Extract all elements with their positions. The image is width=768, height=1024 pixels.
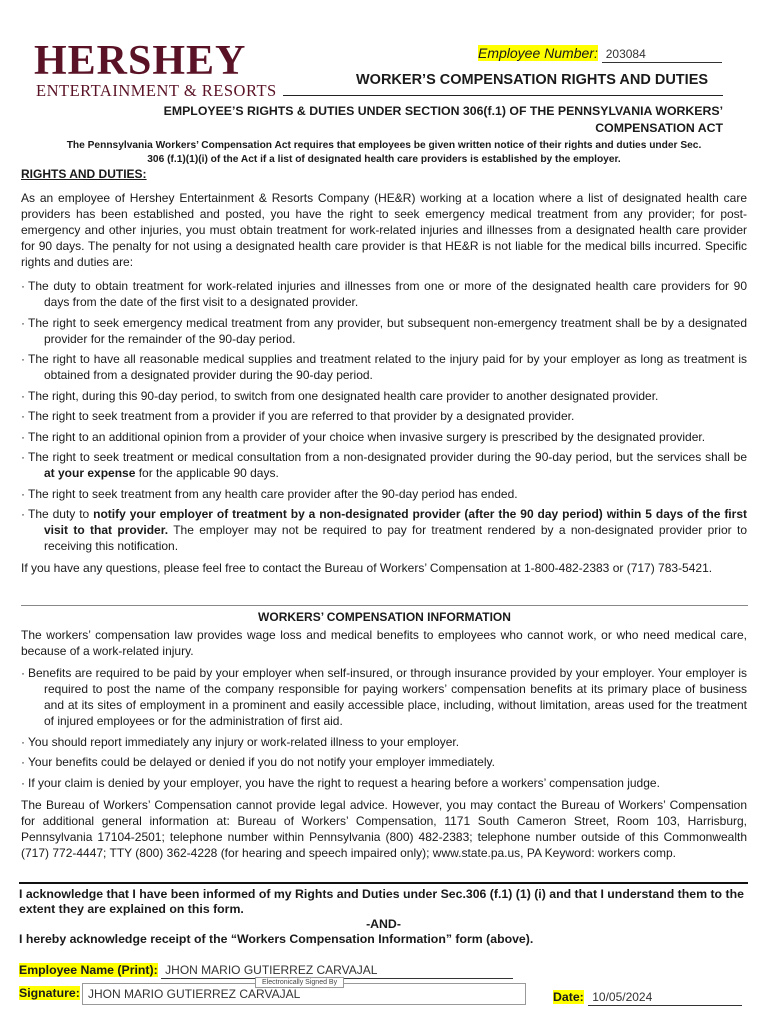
wci-heading: WORKERS’ COMPENSATION INFORMATION <box>258 610 511 624</box>
rights-item <box>21 449 747 481</box>
rights-item: · The right, during this 90-day period, to switch from one designated health care provider to another designated provider. <box>21 388 747 404</box>
employee-name-label: Employee Name (Print): <box>19 963 158 977</box>
electronic-signature-tag: Electronically Signed By <box>255 977 344 988</box>
employee-number-row <box>478 44 722 63</box>
wci-item: · You should report immediately any injury or work-related illness to your employer. <box>21 734 747 750</box>
rights-item-text: The right to seek treatment or medical consultation from a non-designated provider during the 90-day period, but the services shall be <box>28 450 747 464</box>
rights-heading: RIGHTS AND DUTIES: <box>21 167 147 181</box>
date-field[interactable]: 10/05/2024 <box>588 990 742 1006</box>
acknowledgement-line-2: I hereby acknowledge receipt of the “Workers Compensation Information” form (above). <box>19 932 534 946</box>
date-row <box>553 988 742 1006</box>
wci-intro: The workers’ compensation law provides wage loss and medical benefits to employees who cannot work, or who need medical care, because of a work-related injury. <box>21 628 747 658</box>
section-subtitle <box>140 103 723 137</box>
logo-wordmark: HERSHEY <box>34 38 247 84</box>
rights-item-emphasis: at your expense <box>44 466 136 480</box>
rights-item: · The right to an additional opinion from a provider of your choice when invasive surgery is prescribed by the designated provider. <box>21 429 747 445</box>
page-title: WORKER’S COMPENSATION RIGHTS AND DUTIES <box>356 72 709 88</box>
wci-list <box>21 665 747 791</box>
employee-name-field[interactable]: JHON MARIO GUTIERREZ CARVAJAL <box>161 963 513 979</box>
title-divider <box>283 95 723 96</box>
rights-item: · The right to seek treatment from any health care provider after the 90-day period has ended. <box>21 486 747 502</box>
subtitle-line-1: EMPLOYEE’S RIGHTS & DUTIES UNDER SECTION 306(f.1) OF THE PENNSYLVANIA WORKERS’ <box>163 104 723 118</box>
wci-item: · If your claim is denied by your employer, you have the right to request a hearing before a workers’ compensation judge. <box>21 775 747 791</box>
bureau-info: The Bureau of Workers’ Compensation cannot provide legal advice. However, you may contact the Bureau of Workers’ Compensation for additional general information at: Bureau of Workers’ Compensation, 1171 South Cameron Street, Room 103, Harrisburg, Pennsylvania 17104-2501; telephone number within Pennsylvania (800) 482-2383; telephone number outside of this Commonwealth (717) 772-4447; TTY (800) 362-4228 (for hearing and speech impaired only); www.state.pa.us, PA Keyword: workers comp. <box>21 797 747 860</box>
subtitle-line-2: COMPENSATION ACT <box>595 121 723 135</box>
act-notice <box>24 139 744 167</box>
signature-row <box>19 984 80 1002</box>
questions-contact: If you have any questions, please feel free to contact the Bureau of Workers’ Compensation at 1-800-482-2383 or (717) 783-5421. <box>21 561 713 575</box>
acknowledgement-line-1: I acknowledge that I have been informed of my Rights and Duties under Sec.306 (f.1) (1) (i) and that I understand them to the extent they are explained on this form. <box>19 887 744 916</box>
rights-item: · The duty to obtain treatment for work-related injuries and illnesses from one or more of the designated health care providers for 90 days from the date of the first visit to a designated provider. <box>21 278 747 310</box>
rights-item-text: for the applicable 90 days. <box>135 466 279 480</box>
rights-item <box>21 506 747 554</box>
rights-item: · The right to seek treatment from a provider if you are referred to that provider by a designated provider. <box>21 408 747 424</box>
rights-list <box>21 278 747 554</box>
section-divider <box>21 605 748 606</box>
signature-value: JHON MARIO GUTIERREZ CARVAJAL <box>88 987 301 1001</box>
rights-section <box>21 190 747 584</box>
employee-number-label: Employee Number: <box>478 45 598 61</box>
logo-subtitle: ENTERTAINMENT & RESORTS <box>36 81 277 100</box>
rights-item-text: The duty to <box>28 507 94 521</box>
employee-number-field[interactable]: 203084 <box>602 47 722 63</box>
acknowledgement <box>19 887 748 947</box>
wci-section <box>21 627 747 867</box>
date-label: Date: <box>553 990 584 1004</box>
rights-item: · The right to have all reasonable medical supplies and treatment related to the injury paid for by your employer as long as treatment is obtained from a designated provider during the 90-day period. <box>21 351 747 383</box>
signature-label: Signature: <box>19 986 80 1000</box>
notice-line-2: 306 (f.1)(1)(i) of the Act if a list of designated health care providers is established by the employer. <box>147 154 621 165</box>
wci-item: · Your benefits could be delayed or denied if you do not notify your employer immediately. <box>21 754 747 770</box>
rights-intro: As an employee of Hershey Entertainment & Resorts Company (HE&R) working at a location where a list of designated health care providers has been established and posted, you have the right to seek emergency medical treatment from any provider; for post-emergency and other injuries, you must obtain treatment for work-related injuries and illnesses from a designated health care provider for 90 days. The penalty for not using a designated health care provider is that HE&R is not liable for the medical bills incurred. Specific rights and duties are: <box>21 191 747 269</box>
rights-item-emphasis: notify your employer of treatment by a non-designated provider (after the 90 day period) within 5 days of the first visit to that provider. <box>44 507 747 537</box>
rights-item-text: The employer may not be required to pay for treatment rendered by a non-designated provider prior to receiving this notification. <box>44 523 747 553</box>
acknowledgement-divider <box>19 882 748 884</box>
rights-item: · The right to seek emergency medical treatment from any provider, but subsequent non-emergency treatment shall be by a designated provider for the remainder of the 90-day period. <box>21 315 747 347</box>
acknowledgement-and: -AND- <box>366 917 401 931</box>
wci-item: · Benefits are required to be paid by your employer when self-insured, or through insurance provided by your employer. Your employer is required to post the name of the company responsible for paying workers’ compensation benefits at its primary place of business and at its sites of employment in a prominent and easily accessible place, including, without limitation, areas used for the treatment of injured employees or for the administration of first aid. <box>21 665 747 729</box>
notice-line-1: The Pennsylvania Workers’ Compensation Act requires that employees be given written notice of their rights and duties under Sec. <box>66 140 702 151</box>
